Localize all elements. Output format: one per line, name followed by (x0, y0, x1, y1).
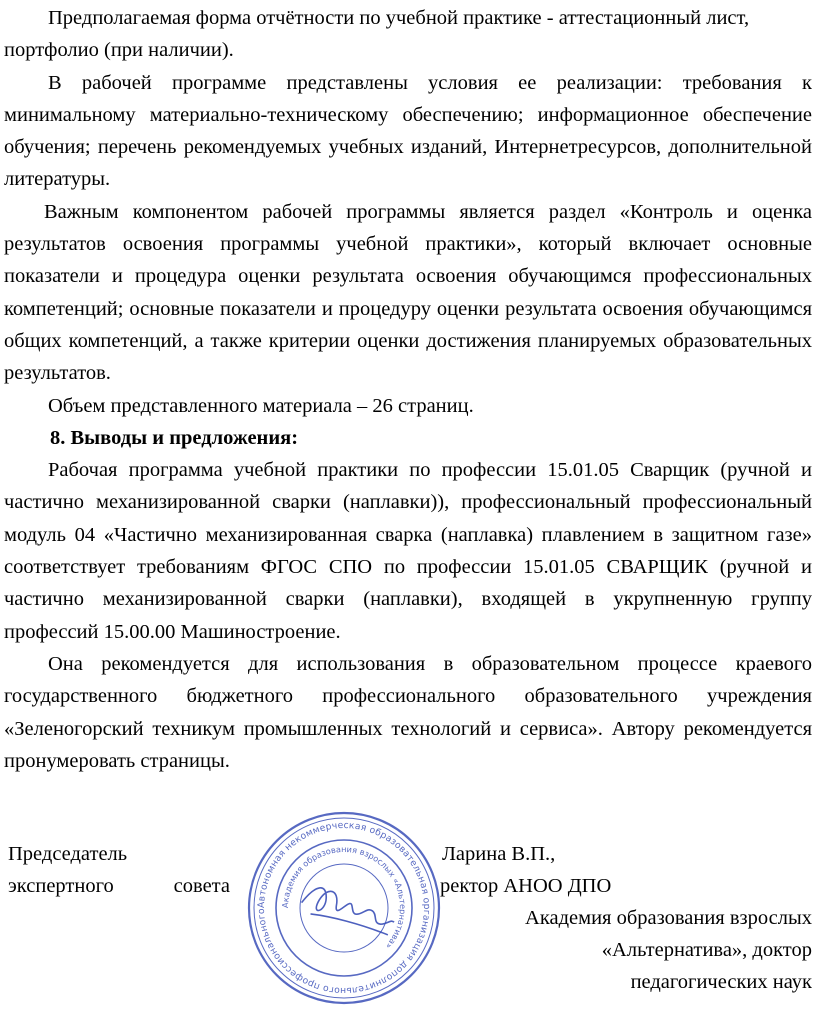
svg-text:Академия образования взрослых: Академия образования взрослых «Альтернатива» (279, 843, 409, 952)
paragraph-control-section: Важным компонентом рабочей программы является раздел «Контроль и оценка результатов освоения программы учебной практики», который включает основные показатели и процедура оценки результата освоения обучающимся профессиональных компетенций; основные показатели и процедуру оценки результата освоения обучающимся общих компетенций, а также критерии оценки достижения планируемых образовательных результатов. (4, 200, 812, 385)
signature-title-line1: Председатель (8, 843, 128, 865)
paragraph-report-form: Предполагаемая форма отчётности по учебной практике - аттестационный лист, портфолио (при наличии). (4, 7, 750, 62)
signatory-block (440, 838, 812, 998)
paragraph-program-conformity: Рабочая программа учебной практики по профессии 15.01.05 Сварщик (ручной и частично механизированной сварки (наплавки)), профессиональный профессиональный модуль 04 «Частично механизированная сварка (наплавка) плавлением в защитном газе» соответствует требованиям ФГОС СПО по профессии 15.01.05 СВАРЩИК (ручной и частично механизированной сварки (наплавки), входящей в укрупненную группу профессий 15.00.00 Машиностроение. (4, 459, 812, 643)
paragraph-recommendation: Она рекомендуется для использования в образовательном процессе краевого государственного бюджетного профессионального образовательного учреждения «Зеленогорский техникум промышленных технологий и сервиса». Автору рекомендуется пронумеровать страницы. (4, 652, 812, 772)
signatory-name: Ларина В.П., (442, 843, 556, 865)
signature-title-block (8, 838, 230, 902)
signatory-organization: Академия образования взрослых (525, 907, 812, 929)
signature-title-line2 (8, 870, 230, 902)
section-heading-conclusions: 8. Выводы и предложения: (50, 426, 299, 449)
signature-title-word-expert: экспертного (8, 875, 114, 897)
signatory-position: ректор АНОО ДПО (440, 875, 612, 897)
signatory-degree: педагогических наук (630, 971, 812, 993)
signatory-organization-name: «Альтернатива», доктор (601, 939, 812, 961)
official-seal-stamp (244, 808, 444, 1008)
paragraph-conditions: В рабочей программе представлены условия ее реализации: требования к минимальному материально-техническому обеспечению; информационное обеспечение обучения; перечень рекомендуемых учебных изданий, Интернетресурсов, дополнительной литературы. (4, 71, 812, 191)
signature-title-word-council: совета (173, 875, 230, 897)
document-body (4, 2, 812, 777)
svg-text:Автономная некоммерческая обра: Автономная некоммерческая образовательная организация дополнительного профессионального (255, 819, 433, 997)
paragraph-volume: Объем представленного материала – 26 страниц. (48, 394, 474, 417)
seal-icon (244, 808, 444, 1008)
